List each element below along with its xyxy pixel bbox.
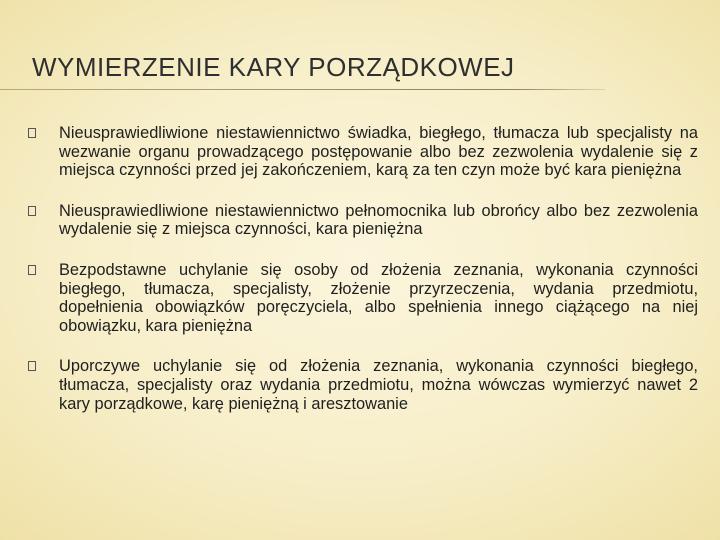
list-item-text: Uporczywe uchylanie się od złożenia zeznania, wykonania czynności biegłego, tłumacza, specjalisty oraz wydania przedmiotu, można wówczas wymierzyć nawet 2 kary porządkowe, karę pieniężną i aresztowanie (59, 357, 698, 413)
bullet-list (28, 124, 698, 413)
square-bullet-icon (28, 128, 36, 138)
list-item-text: Nieusprawiedliwione niestawiennictwo pełnomocnika lub obrońcy albo bez zezwolenia wydalenie się z miejsca czynności, kara pieniężna (59, 201, 698, 239)
list-item (28, 357, 698, 413)
square-bullet-icon (28, 361, 36, 371)
square-bullet-icon (28, 206, 36, 216)
title-underline (0, 89, 605, 90)
slide-title: WYMIERZENIE KARY PORZĄDKOWEJ (32, 52, 515, 82)
list-item (28, 124, 698, 180)
list-item-text: Bezpodstawne uchylanie się osoby od złożenia zeznania, wykonania czynności biegłego, tłumacza, specjalisty, złożenie przyrzeczenia, wydania przedmiotu, dopełnienia obowiązków poręczyciela, albo spełnienia innego ciążącego na niej obowiązku, kara pieniężna (59, 260, 698, 335)
list-item-text: Nieusprawiedliwione niestawiennictwo świadka, biegłego, tłumacza lub specjalisty na wezwanie organu prowadzącego postępowanie albo bez zezwolenia wydalenie się z miejsca czynności przed jej zakończeniem, karą za ten czyn może być kara pieniężna (59, 124, 698, 180)
list-item (28, 261, 698, 335)
square-bullet-icon (28, 265, 36, 275)
list-item (28, 202, 698, 239)
